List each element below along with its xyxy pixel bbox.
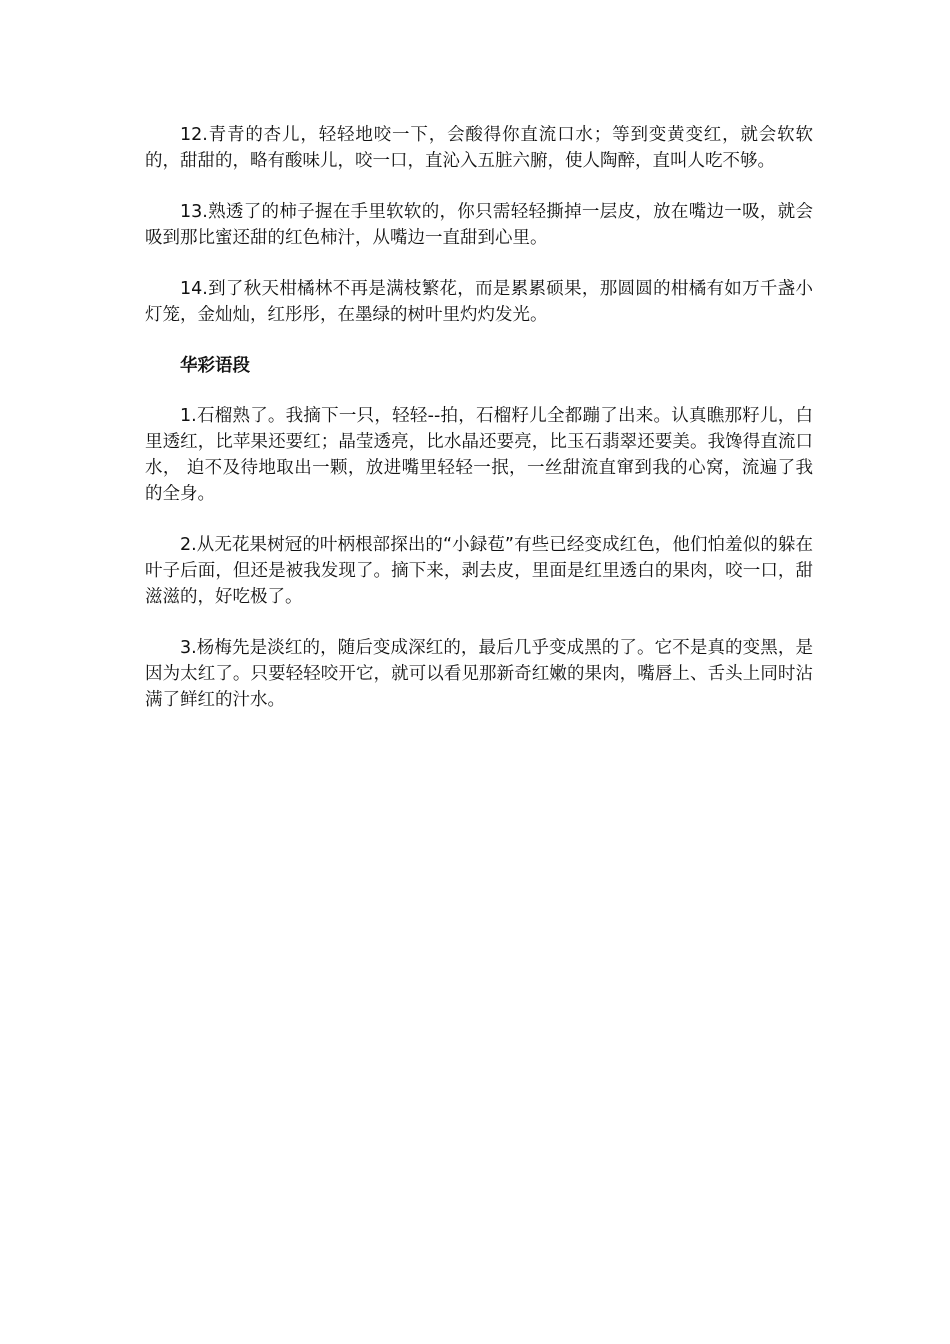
paragraph-13: 13.熟透了的柿子握在手里软软的，你只需轻轻撕掉一层皮，放在嘴边一吸，就会吸到那比蜜还甜的红色柿汁，从嘴边一直甜到心里。 xyxy=(145,202,813,248)
document-page xyxy=(145,122,813,738)
paragraph-pomegranate: 1.石榴熟了。我摘下一只，轻轻--拍，石榴籽儿全都蹦了出来。认真瞧那籽儿，白里透红，比苹果还要红；晶莹透亮，比水晶还要亮，比玉石翡翠还要美。我馋得直流口水， 迫不及待地取出一颗，放进嘴里轻轻一抿，一丝甜流直窜到我的心窝，流遍了我的全身。 xyxy=(145,406,813,504)
paragraph-14: 14.到了秋天柑橘林不再是满枝繁花，而是累累硕果，那圆圆的柑橘有如万千盏小灯笼，金灿灿，红彤彤，在墨绿的树叶里灼灼发光。 xyxy=(145,279,813,325)
paragraph-12: 12.青青的杏儿，轻轻地咬一下，会酸得你直流口水；等到变黄变红，就会软软的，甜甜的，略有酸味儿，咬一口，直沁入五脏六腑，使人陶醉，直叫人吃不够。 xyxy=(145,125,813,171)
paragraph-waxberry: 3.杨梅先是淡红的，随后变成深红的，最后几乎变成黑的了。它不是真的变黑，是因为太红了。只要轻轻咬开它，就可以看见那新奇红嫩的果肉，嘴唇上、舌头上同时沾满了鲜红的汁水。 xyxy=(145,638,813,710)
paragraph-fig: 2.从无花果树冠的叶柄根部探出的“小録苞”有些已经变成红色，他们怕羞似的躲在叶子后面，但还是被我发现了。摘下来，剥去皮，里面是红里透白的果肉，咬一口，甜滋滋的，好吃极了。 xyxy=(145,535,813,607)
section-heading: 华彩语段 xyxy=(180,356,250,376)
